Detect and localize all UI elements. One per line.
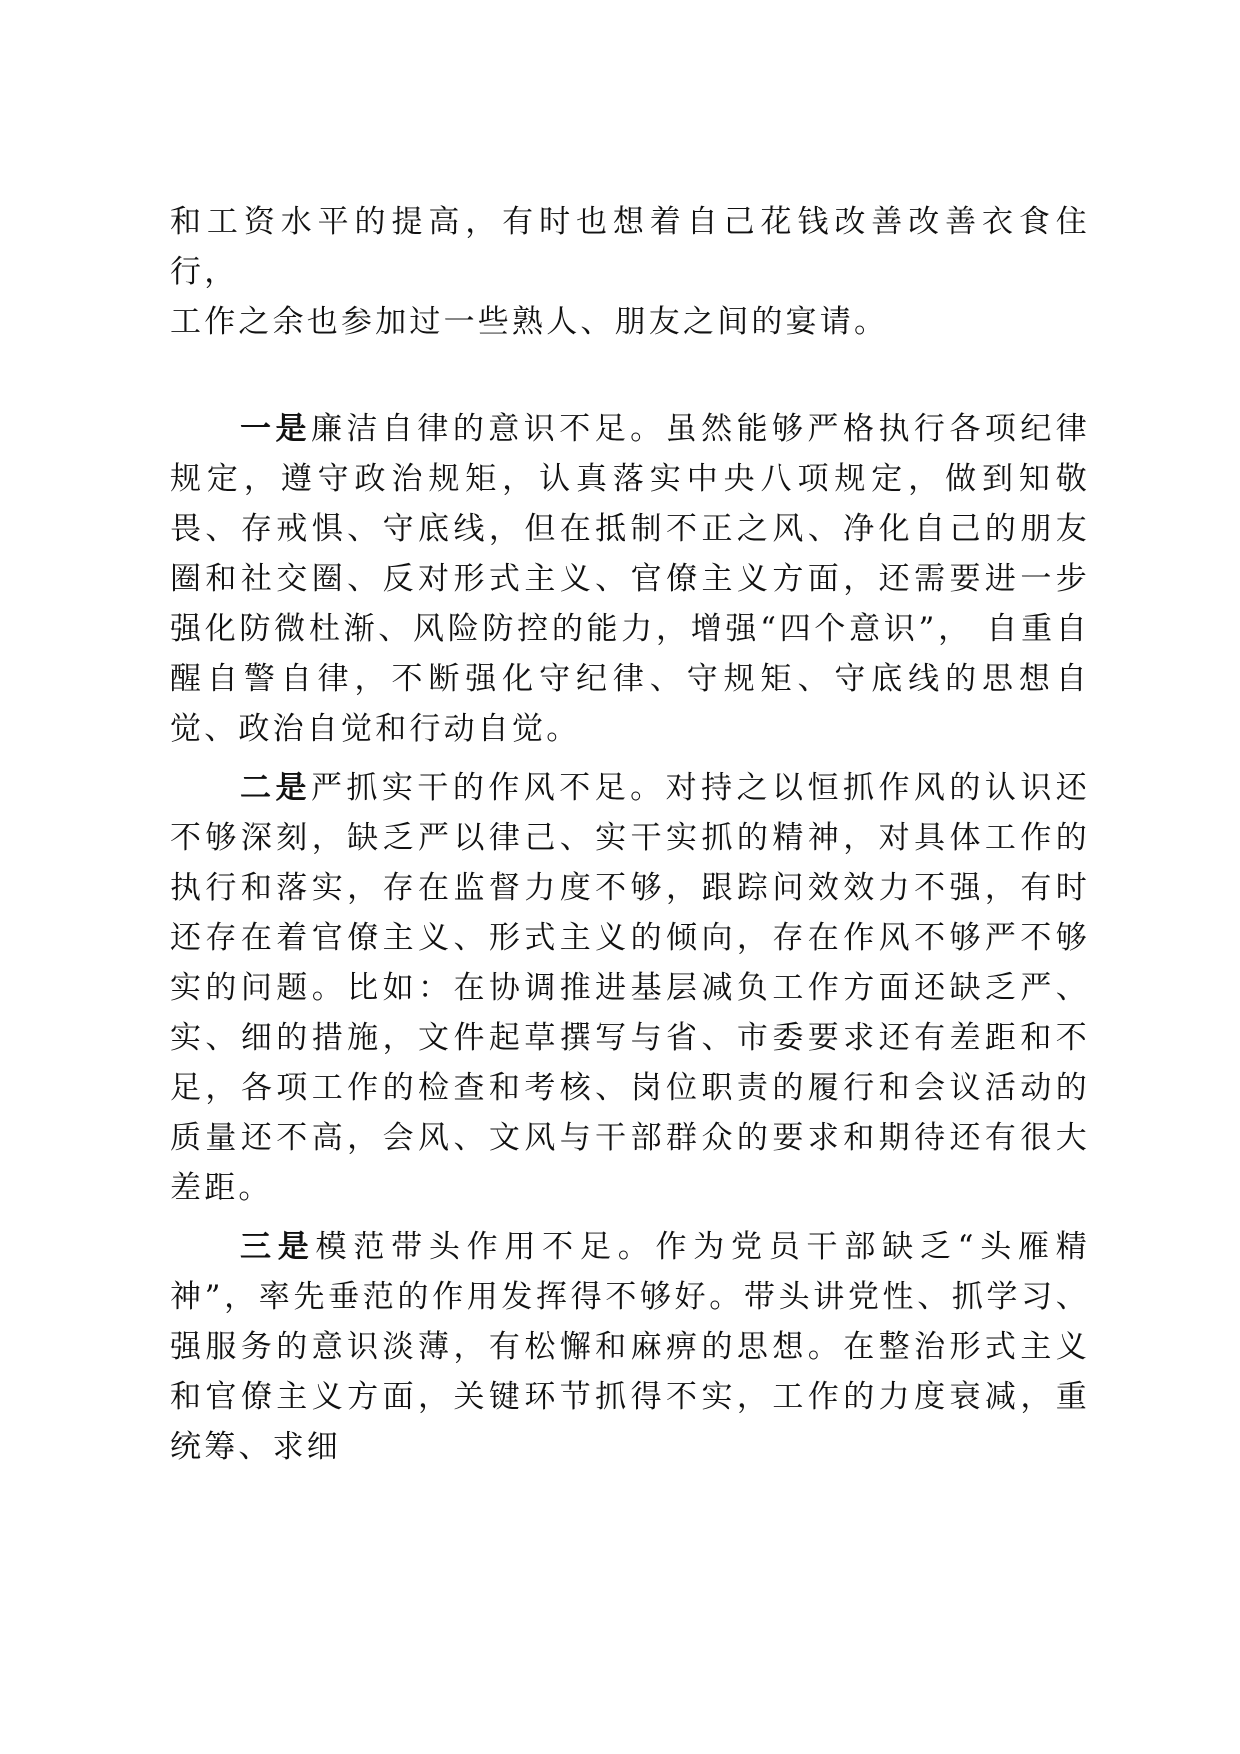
paragraph-3-body: 模范带头作用不足。作为党员干部缺乏“头雁精神”，率先垂范的作用发挥得不够好。带头讲党性、抓学习、强服务的意识淡薄，有松懈和麻痹的思想。在整治形式主义和官僚主义方面，关键环节抓得不实，工作的力度衰减，重统筹、求细 xyxy=(170,1229,1090,1465)
paragraph-2-lead: 二是 xyxy=(240,770,311,806)
continuation-line-2: 工作之余也参加过一些熟人、朋友之间的宴请。 xyxy=(170,304,889,340)
continuation-text xyxy=(170,197,1090,347)
paragraph-3-lead: 三是 xyxy=(240,1229,316,1265)
paragraph-1 xyxy=(170,404,1090,754)
paragraph-1-lead: 一是 xyxy=(240,411,311,447)
paragraph-1-body: 廉洁自律的意识不足。虽然能够严格执行各项纪律规定，遵守政治规矩，认真落实中央八项规定，做到知敬畏、存戒惧、守底线，但在抵制不正之风、净化自己的朋友圈和社交圈、反对形式主义、官僚主义方面，还需要进一步强化防微杜渐、风险防控的能力，增强“四个意识”， 自重自醒自警自律，不断强化守纪律、守规矩、守底线的思想自觉、政治自觉和行动自觉。 xyxy=(170,411,1091,747)
paragraph-2 xyxy=(170,763,1090,1213)
paragraph-3 xyxy=(170,1222,1090,1472)
paragraph-list xyxy=(170,404,1090,1472)
paragraph-2-body: 严抓实干的作风不足。对持之以恒抓作风的认识还不够深刻，缺乏严以律己、实干实抓的精神，对具体工作的执行和落实，存在监督力度不够，跟踪问效效力不强，有时还存在着官僚主义、形式主义的倾向，存在作风不够严不够实的问题。比如：在协调推进基层减负工作方面还缺乏严、实、细的措施，文件起草撰写与省、市委要求还有差距和不足，各项工作的检查和考核、岗位职责的履行和会议活动的质量还不高，会风、文风与干部群众的要求和期待还有很大差距。 xyxy=(170,770,1091,1206)
continuation-line-1: 和工资水平的提高，有时也想着自己花钱改善改善衣食住行， xyxy=(170,204,1090,290)
